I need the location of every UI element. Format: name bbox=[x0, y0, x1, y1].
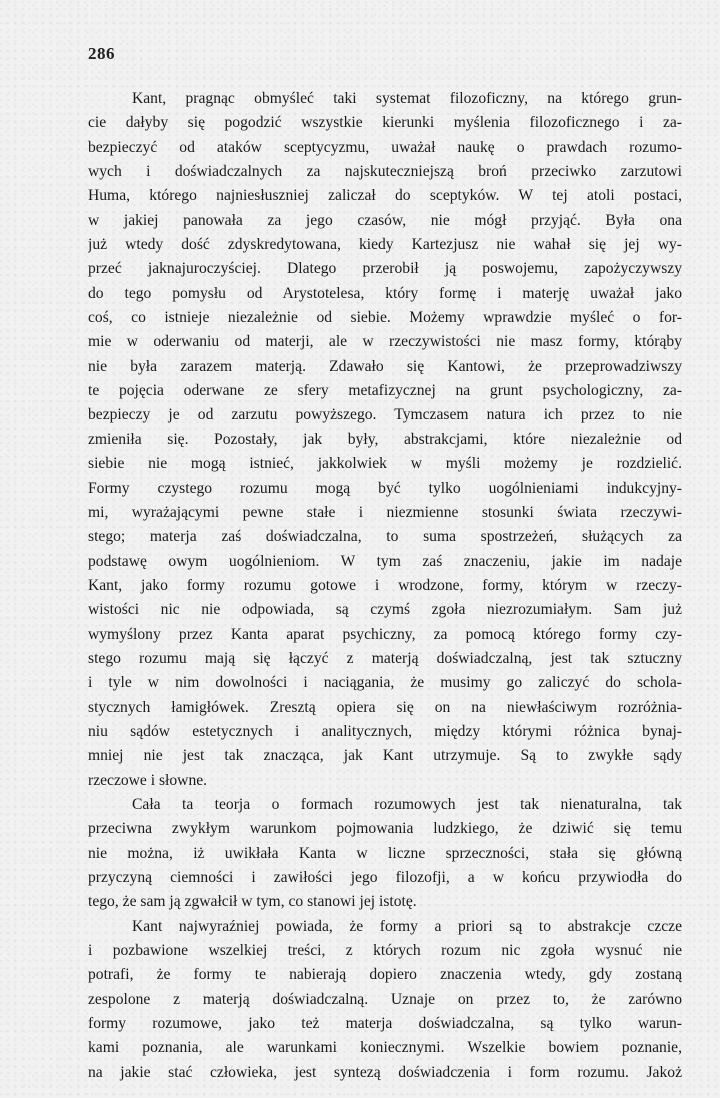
text-line: stycznych łamigłówek. Zresztą opiera się on na niewłaściwym rozróżnia- bbox=[88, 698, 682, 716]
text-line: mniej nie jest tak znacząca, jak Kant utrzymuje. Są to zwykłe sądy bbox=[88, 747, 682, 765]
text-line: mi, wyrażającymi pewne stałe i niezmienne stosunki świata rzeczywi- bbox=[88, 503, 682, 521]
text-line: cie dałyby się pogodzić wszystkie kierunki myślenia filozoficznego i za- bbox=[88, 114, 682, 132]
text-line: przeć jaknajuroczyściej. Dlatego przerobił ją poswojemu, zapożyczywszy bbox=[88, 260, 682, 278]
text-line: siebie nie mogą istnieć, jakkolwiek w myśli możemy je rozdzielić. bbox=[88, 455, 682, 473]
text-line: stego; materja zaś doświadczalna, to suma spostrzeżeń, służących za bbox=[88, 528, 682, 546]
text-line: zmieniła się. Pozostały, jak były, abstrakcjami, które niezależnie od bbox=[88, 430, 682, 448]
text-line: wych i doświadczalnych za najskuteczniejszą broń przeciwko zarzutowi bbox=[88, 163, 682, 181]
text-line: rzeczowe i słowne. bbox=[88, 771, 208, 789]
text-line: kami poznania, ale warunkami koniecznymi. Wszelkie bowiem poznanie, bbox=[88, 1039, 682, 1057]
body-text bbox=[88, 87, 682, 1085]
text-line: przeciwna zwykłym warunkom pojmowania ludzkiego, że dziwić się temu bbox=[88, 820, 682, 838]
page-number: 286 bbox=[88, 44, 115, 63]
text-line: stego rozumu mają się łączyć z materją doświadczalną, jest tak sztuczny bbox=[88, 649, 682, 667]
text-line: mie w oderwaniu od materji, ale w rzeczywistości nie masz formy, którąby bbox=[88, 333, 682, 351]
text-line: podstawę owym uogólnieniom. W tym zaś znaczeniu, jakie im nadaje bbox=[88, 552, 682, 570]
text-line: do tego pomysłu od Arystotelesa, który formę i materję uważał jako bbox=[88, 284, 682, 302]
text-line: formy rozumowe, jako też materja doświadczalna, są tylko warun- bbox=[88, 1015, 682, 1033]
text-line: Kant, pragnąc obmyśleć taki systemat filozoficzny, na którego grun- bbox=[132, 90, 682, 107]
text-line: Huma, którego najniesłuszniej zaliczał do sceptyków. W tej atoli postaci, bbox=[88, 187, 682, 205]
text-line: nie była zarazem materją. Zdawało się Kantowi, że przeprowadziwszy bbox=[88, 357, 682, 375]
text-line: już wtedy dość zdyskredytowana, kiedy Kartezjusz nie wahał się jej wy- bbox=[88, 236, 682, 254]
text-line: wistości nic nie odpowiada, są czymś zgoła niezrozumiałym. Sam już bbox=[88, 601, 682, 619]
text-line: Kant najwyraźniej powiada, że formy a priori są to abstrakcje czcze bbox=[132, 917, 682, 935]
text-line: i pozbawione wszelkiej treści, z których rozum nic zgoła wysnuć nie bbox=[88, 942, 682, 960]
text-line: potrafi, że formy te nabierają dopiero znaczenia wtedy, gdy zostaną bbox=[88, 966, 682, 984]
text-line: coś, co istnieje niezależnie od siebie. Możemy wprawdzie myśleć o for- bbox=[88, 309, 682, 327]
text-line: bezpieczy je od zarzutu powyższego. Tymczasem natura ich przez to nie bbox=[88, 406, 682, 424]
text-line: wymyślony przez Kanta aparat psychiczny, za pomocą którego formy czy- bbox=[88, 625, 682, 643]
text-line: zespolone z materją doświadczalną. Uznaje on przez to, że zarówno bbox=[88, 990, 682, 1008]
text-line: Kant, jako formy rozumu gotowe i wrodzone, formy, którym w rzeczy- bbox=[88, 576, 682, 594]
text-line: na jakie stać człowieka, jest syntezą doświadczenia i form rozumu. Jakoż bbox=[88, 1063, 682, 1081]
text-line: bezpieczyć od ataków sceptycyzmu, uważał naukę o prawdach rozumo- bbox=[88, 138, 682, 156]
text-line: nie można, iż uwikłała Kanta w liczne sprzeczności, stała się główną bbox=[88, 844, 682, 862]
text-line: te pojęcia oderwane ze sfery metafizycznej na grunt psychologiczny, za- bbox=[88, 382, 682, 400]
text-line: niu sądów estetycznych i analitycznych, między którymi różnica bynaj- bbox=[88, 722, 682, 740]
text-line: i tyle w nim dowolności i naciągania, że musimy go zaliczyć do schola- bbox=[88, 674, 682, 692]
text-line: w jakiej panowała za jego czasów, nie mógł przyjąć. Była ona bbox=[88, 211, 682, 229]
text-line: tego, że sam ją zgwałcił w tym, co stanowi jej istotę. bbox=[88, 893, 417, 911]
text-line: przyczyną ciemności i zawiłości jego filozofji, a w końcu przywiodła do bbox=[88, 869, 682, 886]
text-line: Cała ta teorja o formach rozumowych jest tak nienaturalna, tak bbox=[132, 795, 682, 813]
text-line: Formy czystego rozumu mogą być tylko uogólnieniami indukcyjny- bbox=[88, 479, 682, 497]
